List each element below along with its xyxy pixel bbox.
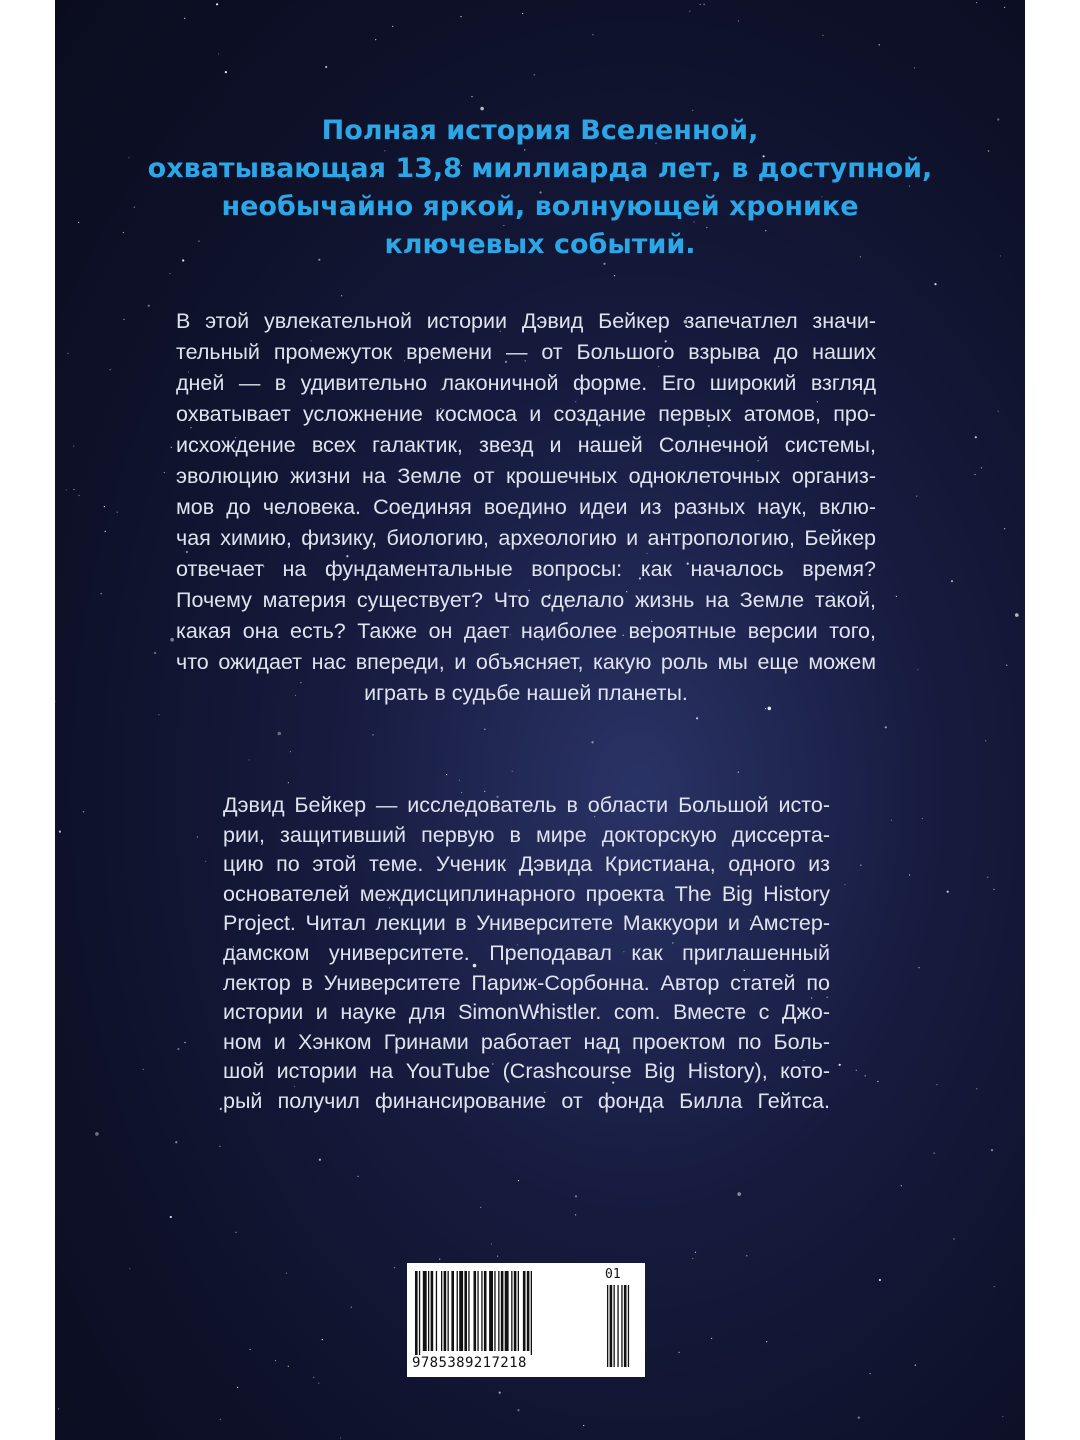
star [985, 740, 986, 741]
barcode-bar [474, 1271, 477, 1351]
back-cover [55, 0, 1025, 1440]
star [164, 472, 165, 473]
star [922, 818, 923, 819]
star [104, 506, 105, 507]
barcode-bar [477, 1271, 478, 1351]
star [499, 1392, 501, 1394]
description-line: тельный промежуток времени — от Большого взрыва до наших [176, 340, 876, 364]
star [1006, 665, 1007, 666]
star [953, 1238, 954, 1239]
star [101, 593, 102, 594]
star [66, 489, 67, 490]
star [220, 1108, 222, 1110]
star [480, 107, 484, 111]
star [169, 273, 170, 274]
star [67, 353, 68, 354]
isbn-number: 9785389217218 [412, 1355, 527, 1371]
star [110, 369, 111, 370]
barcode-bar [518, 1271, 519, 1351]
description-line: мов до человека. Соединяя воедино идеи из разных наук, вклю- [176, 495, 876, 519]
bio-line: Project. Читал лекции в Университете Маккуори и Амстер- [223, 911, 830, 936]
headline [55, 112, 1025, 264]
star [689, 11, 690, 12]
description-line: отвечает на фундаментальные вопросы: как началось время? [176, 557, 876, 581]
author-bio [223, 791, 830, 1117]
star [692, 1258, 693, 1259]
barcode-bar [464, 1271, 467, 1351]
book-description [176, 306, 876, 709]
star [517, 1409, 519, 1411]
star [991, 1149, 993, 1151]
star [175, 1141, 177, 1143]
star [218, 53, 219, 54]
barcode-bar [419, 1271, 420, 1355]
star [976, 1088, 977, 1089]
barcode-addon-bar [610, 1285, 613, 1367]
star [700, 4, 701, 5]
barcode-bar [484, 1271, 487, 1351]
star [372, 734, 373, 735]
barcode-bar [494, 1271, 495, 1351]
star [1004, 528, 1005, 529]
star [290, 751, 291, 752]
barcode-addon-bar [607, 1285, 608, 1367]
star [987, 877, 988, 878]
barcode-bar [489, 1271, 493, 1351]
bio-line: рии, защитивший первую в мире докторскую диссерта- [223, 822, 830, 847]
star [993, 889, 994, 890]
description-line: какая она есть? Также он дает наиболее вероятные версии того, [176, 619, 876, 643]
star [918, 967, 919, 968]
headline-line: необычайно яркой, волнующей хронике [221, 191, 859, 222]
star [1015, 613, 1019, 617]
star [974, 474, 975, 475]
star [59, 831, 61, 833]
star [73, 446, 74, 447]
description-line: эволюцию жизни на Земле от крошечных одноклеточных организ- [176, 464, 876, 488]
barcode-bar [505, 1271, 509, 1351]
star [73, 489, 74, 490]
star [197, 836, 198, 837]
bio-line: рый получил финансирование от фонда Билла Гейтса. [223, 1088, 830, 1113]
bio-line: истории и науке для SimonWhistler. com. Вместе с Джо- [223, 1000, 830, 1025]
star [123, 319, 124, 320]
bio-line: цию по этой теме. Ученик Дэвида Кристиана, одного из [223, 852, 830, 877]
barcode-bar [523, 1271, 526, 1351]
star [341, 295, 342, 296]
star [696, 717, 698, 719]
bio-line: дамском университете. Преподавал как приглашенный [223, 940, 830, 965]
star [148, 305, 150, 307]
star [951, 580, 953, 582]
star [225, 71, 227, 73]
barcode-bar [501, 1271, 504, 1351]
barcode-bar [428, 1271, 429, 1351]
star [917, 669, 918, 670]
isbn-barcode [407, 1263, 645, 1377]
star [865, 1075, 866, 1076]
barcode-addon-bar [617, 1285, 618, 1367]
star [249, 759, 250, 760]
barcode-bar [415, 1271, 418, 1355]
star [275, 1360, 276, 1361]
barcode-bar [468, 1271, 469, 1351]
barcode-bar [527, 1271, 530, 1351]
barcode-bar [457, 1271, 458, 1351]
star [55, 701, 56, 702]
star [947, 891, 949, 893]
description-line: исхождение всех галактик, звезд и нашей Солнечной системы, [176, 433, 876, 457]
star [58, 1408, 59, 1409]
star [915, 1365, 916, 1366]
star [591, 741, 593, 743]
star [286, 1273, 287, 1274]
star [695, 1252, 696, 1253]
barcode-bar [498, 1271, 499, 1351]
star [575, 1195, 577, 1197]
star [154, 652, 156, 654]
star [856, 1070, 857, 1071]
star [998, 411, 999, 412]
bio-line: шой истории на YouTube (Crashcourse Big History), кото- [223, 1059, 830, 1084]
barcode-bar [431, 1271, 434, 1351]
barcode-bar [444, 1271, 447, 1351]
star [896, 596, 897, 597]
barcode-bar [531, 1271, 532, 1355]
star [497, 1256, 498, 1257]
star [518, 1180, 519, 1181]
star [480, 1207, 481, 1208]
star [976, 2, 977, 3]
barcode-bar [511, 1271, 512, 1351]
star [170, 638, 174, 642]
star [1002, 1416, 1003, 1417]
star [614, 275, 615, 276]
star [981, 467, 982, 468]
barcode-bar [514, 1271, 517, 1351]
star [592, 34, 593, 35]
star [220, 1419, 221, 1420]
star [158, 714, 159, 715]
barcode-addon-bar [621, 1285, 622, 1367]
star [737, 1192, 741, 1196]
barcode-bar [459, 1271, 463, 1351]
star [278, 732, 282, 736]
star [460, 16, 461, 17]
star [879, 1279, 881, 1281]
star [105, 531, 106, 532]
star [914, 67, 915, 68]
star [325, 66, 327, 68]
star [879, 44, 880, 45]
star [394, 1267, 395, 1268]
star [78, 495, 79, 496]
star [288, 782, 289, 783]
bio-line: основателей междисциплинарного проекта The Big History [223, 881, 830, 906]
star [446, 774, 447, 775]
star [534, 74, 535, 75]
star [177, 1048, 179, 1050]
star [143, 1069, 144, 1070]
star [459, 780, 460, 781]
barcode-bar [436, 1271, 437, 1351]
star [205, 861, 206, 862]
description-line: дней — в удивительно лаконичной форме. Его широкий взгляд [176, 371, 876, 395]
star [891, 820, 892, 821]
description-line: охватывает усложнение космоса и создание первых атомов, про- [176, 402, 876, 426]
star [885, 726, 887, 728]
star [170, 1216, 172, 1218]
star [746, 1255, 747, 1256]
star [491, 1243, 492, 1244]
star [216, 3, 218, 5]
bio-line: лектор в Университете Париж-Сорбонна. Автор статей по [223, 970, 830, 995]
barcode-addon-bar [628, 1285, 629, 1367]
star [219, 1146, 220, 1147]
star [484, 729, 485, 730]
description-line: что ожидает нас впереди, и объясняет, какую роль мы еще можем [176, 650, 876, 674]
bio-line: Дэвид Бейкер — исследователь в области Большой исто- [223, 793, 830, 817]
star [936, 1084, 937, 1085]
star [575, 1214, 576, 1215]
star [375, 39, 376, 40]
barcode-bar [481, 1271, 482, 1351]
description-line: чая химию, физику, биологию, археологию и антропологию, Бейкер [176, 526, 876, 550]
barcode-addon-bar [624, 1285, 627, 1367]
star [975, 436, 977, 438]
star [679, 1352, 680, 1353]
star [1004, 7, 1005, 8]
star [319, 1159, 321, 1161]
star [877, 1081, 878, 1082]
star [288, 1366, 289, 1367]
star [870, 1373, 871, 1374]
star [738, 20, 739, 21]
star [711, 1338, 712, 1339]
star [822, 35, 823, 36]
star [340, 1437, 341, 1438]
star [250, 1349, 251, 1350]
star [471, 96, 472, 97]
star [237, 1387, 238, 1388]
barcode-bar [441, 1271, 442, 1351]
star [117, 512, 118, 513]
star [351, 1307, 352, 1308]
star [235, 1232, 236, 1233]
star [322, 1339, 323, 1340]
star [704, 4, 705, 5]
star [83, 811, 84, 812]
description-line: Почему материя существует? Что сделало жизнь на Земле такой, [176, 588, 876, 612]
star [171, 447, 172, 448]
headline-line: охватывающая 13,8 миллиарда лет, в доступной, [147, 153, 933, 184]
star [95, 1132, 99, 1136]
barcode-bar [448, 1271, 449, 1351]
star [901, 1185, 902, 1186]
star [916, 496, 917, 497]
star [313, 1377, 314, 1378]
star [522, 13, 523, 14]
barcode-bar [451, 1271, 454, 1351]
star [184, 18, 185, 19]
description-line: играть в судьбе нашей планеты. [364, 681, 688, 705]
bio-line: ном и Хэнком Гринами работает над проектом по Боль- [223, 1029, 830, 1054]
description-line: В этой увлекательной истории Дэвид Бейкер запечатлел значи- [176, 309, 876, 333]
star [583, 1425, 584, 1426]
star [184, 1042, 185, 1043]
star [512, 771, 513, 772]
star [318, 1383, 319, 1384]
barcode-addon-bar [614, 1285, 615, 1367]
star [392, 26, 393, 27]
star [766, 1341, 767, 1342]
star [909, 874, 910, 875]
star [692, 110, 693, 111]
star [934, 283, 936, 285]
star [934, 1153, 935, 1154]
star [860, 865, 861, 866]
headline-line: Полная история Вселенной, [321, 115, 759, 146]
barcode-addon-number: 01 [605, 1267, 621, 1282]
star [994, 1286, 995, 1287]
star [357, 1176, 358, 1177]
star [439, 1259, 440, 1260]
star [839, 1064, 841, 1066]
star [129, 1268, 130, 1269]
star [858, 1417, 860, 1419]
star [738, 772, 739, 773]
star [844, 884, 845, 885]
barcode-bar [423, 1271, 427, 1351]
headline-line: ключевых событий. [384, 229, 696, 260]
